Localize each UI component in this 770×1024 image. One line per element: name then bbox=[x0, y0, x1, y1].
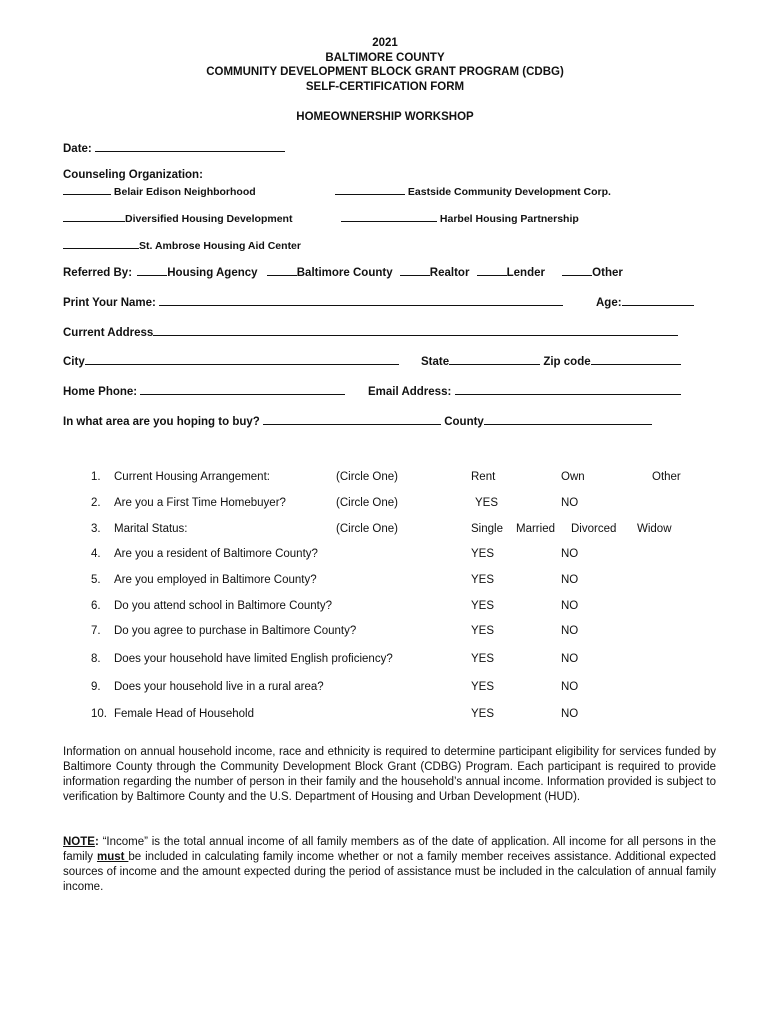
question-number: 2. bbox=[91, 497, 101, 509]
circle-one-label: (Circle One) bbox=[336, 523, 398, 535]
name-input-line[interactable] bbox=[159, 294, 563, 306]
answer-option[interactable]: Rent bbox=[471, 471, 496, 483]
city-label: City bbox=[63, 356, 85, 368]
referral-checkline[interactable] bbox=[267, 264, 297, 276]
address-input-line[interactable] bbox=[153, 324, 678, 336]
org-checkline[interactable] bbox=[63, 210, 125, 222]
referral-option: Baltimore County bbox=[296, 267, 393, 279]
name-label: Print Your Name: bbox=[63, 297, 156, 309]
org-label: Harbel Housing Partnership bbox=[439, 213, 579, 225]
org-label: St. Ambrose Housing Aid Center bbox=[139, 240, 301, 252]
org-label: Belair Edison Neighborhood bbox=[113, 186, 256, 198]
answer-option[interactable]: Single bbox=[471, 523, 503, 535]
date-input-line[interactable] bbox=[95, 140, 285, 152]
note-text-part1: “Income” is the total annual income of all family members as of the date of application. All income for all persons in the family bbox=[63, 836, 716, 863]
state-input-line[interactable] bbox=[449, 353, 540, 365]
referred-label: Referred By: bbox=[63, 267, 133, 279]
state-row bbox=[421, 353, 681, 368]
answer-option[interactable]: NO bbox=[561, 497, 579, 509]
question-number: 4. bbox=[91, 548, 101, 560]
org-option bbox=[63, 237, 301, 252]
answer-option[interactable]: NO bbox=[561, 625, 579, 637]
program-title: COMMUNITY DEVELOPMENT BLOCK GRANT PROGRAM (CDBG) bbox=[206, 66, 564, 78]
org-option bbox=[63, 183, 256, 198]
phone-row bbox=[63, 383, 345, 398]
org-label: Diversified Housing Development bbox=[125, 213, 293, 225]
answer-option[interactable]: Other bbox=[652, 471, 681, 483]
age-row bbox=[596, 294, 694, 309]
form-year: 2021 bbox=[372, 37, 398, 49]
note-must: must bbox=[96, 851, 129, 863]
question-number: 5. bbox=[91, 574, 101, 586]
answer-option[interactable]: YES bbox=[471, 653, 495, 665]
referral-option: Realtor bbox=[429, 267, 470, 279]
state-label: State bbox=[421, 356, 450, 368]
phone-label: Home Phone: bbox=[63, 386, 138, 398]
answer-option[interactable]: Divorced bbox=[571, 523, 617, 535]
question-number: 6. bbox=[91, 600, 101, 612]
org-option bbox=[63, 210, 292, 225]
org-label: Eastside Community Development Corp. bbox=[407, 186, 611, 198]
counseling-label: Counseling Organization: bbox=[63, 169, 203, 181]
question-text: Are you a First Time Homebuyer? bbox=[114, 497, 286, 509]
referral-checkline[interactable] bbox=[562, 264, 592, 276]
question-text: Current Housing Arrangement: bbox=[114, 471, 270, 483]
org-checkline[interactable] bbox=[341, 210, 437, 222]
answer-option[interactable]: YES bbox=[471, 625, 495, 637]
date-row bbox=[63, 140, 285, 155]
question-text: Do you attend school in Baltimore County? bbox=[114, 600, 332, 612]
address-label: Current Address bbox=[63, 327, 154, 339]
question-text: Marital Status: bbox=[114, 523, 188, 535]
age-input-line[interactable] bbox=[622, 294, 694, 306]
circle-one-label: (Circle One) bbox=[336, 471, 398, 483]
answer-option[interactable]: NO bbox=[561, 681, 579, 693]
answer-option[interactable]: Widow bbox=[637, 523, 672, 535]
answer-option[interactable]: YES bbox=[471, 708, 495, 720]
note-paragraph bbox=[63, 835, 716, 895]
referral-option: Housing Agency bbox=[167, 267, 258, 279]
answer-option[interactable]: NO bbox=[561, 574, 579, 586]
zip-input-line[interactable] bbox=[591, 353, 681, 365]
area-row bbox=[63, 413, 652, 428]
answer-option[interactable]: YES bbox=[471, 681, 495, 693]
question-text: Does your household have limited English proficiency? bbox=[114, 653, 393, 665]
org-option bbox=[335, 183, 611, 198]
note-label: NOTE bbox=[63, 836, 95, 848]
email-label: Email Address: bbox=[368, 386, 452, 398]
county-input-line[interactable] bbox=[484, 413, 652, 425]
answer-option[interactable]: YES bbox=[475, 497, 499, 509]
question-number: 7. bbox=[91, 625, 101, 637]
question-text: Do you agree to purchase in Baltimore County? bbox=[114, 625, 357, 637]
city-row bbox=[63, 353, 399, 368]
answer-option[interactable]: NO bbox=[561, 708, 579, 720]
org-checkline[interactable] bbox=[63, 183, 111, 195]
note-colon: : bbox=[94, 836, 99, 848]
county-title: BALTIMORE COUNTY bbox=[325, 52, 445, 64]
org-checkline[interactable] bbox=[63, 237, 139, 249]
question-text: Are you employed in Baltimore County? bbox=[114, 574, 317, 586]
workshop-title: HOMEOWNERSHIP WORKSHOP bbox=[296, 111, 474, 123]
question-number: 9. bbox=[91, 681, 101, 693]
answer-option[interactable]: NO bbox=[561, 548, 579, 560]
org-checkline[interactable] bbox=[335, 183, 405, 195]
age-label: Age: bbox=[596, 297, 622, 309]
question-text: Does your household live in a rural area? bbox=[114, 681, 324, 693]
info-paragraph: Information on annual household income, race and ethnicity is required to determine participant eligibility for services funded by Baltimore County through the Community Development Block Grant (CDBG) Program. Each participant is required to provide information regarding the number of person in their family and the household’s annual income. Information provided is subject to verification by Baltimore County and the U.S. Department of Housing and Urban Development (HUD). bbox=[63, 746, 716, 803]
form-title: SELF-CERTIFICATION FORM bbox=[305, 81, 465, 93]
answer-option[interactable]: NO bbox=[561, 600, 579, 612]
question-number: 10. bbox=[91, 708, 107, 720]
name-row bbox=[63, 294, 563, 309]
referral-checkline[interactable] bbox=[137, 264, 167, 276]
question-text: Are you a resident of Baltimore County? bbox=[114, 548, 318, 560]
area-input-line[interactable] bbox=[263, 413, 441, 425]
question-text: Female Head of Household bbox=[114, 708, 254, 720]
note-text-part2: be included in calculating family income whether or not a family member receives assistance. Additional expected sources of income and the amount expected during the period of assistance must be included in the calculation of annual family income. bbox=[63, 851, 717, 893]
zip-label: Zip code bbox=[543, 356, 591, 368]
referred-row bbox=[63, 264, 623, 279]
question-number: 8. bbox=[91, 653, 101, 665]
answer-option[interactable]: Own bbox=[561, 471, 585, 483]
email-row bbox=[368, 383, 681, 398]
answer-option[interactable]: YES bbox=[471, 574, 495, 586]
answer-option[interactable]: Married bbox=[516, 523, 555, 535]
question-number: 1. bbox=[91, 471, 101, 483]
question-number: 3. bbox=[91, 523, 101, 535]
phone-input-line[interactable] bbox=[140, 383, 345, 395]
city-input-line[interactable] bbox=[85, 353, 399, 365]
county-label: County bbox=[444, 416, 484, 428]
answer-option[interactable]: YES bbox=[471, 548, 495, 560]
referral-option: Other bbox=[592, 267, 623, 279]
address-row bbox=[63, 324, 678, 339]
circle-one-label: (Circle One) bbox=[336, 497, 398, 509]
org-option bbox=[341, 210, 579, 225]
area-label: In what area are you hoping to buy? bbox=[63, 416, 260, 428]
email-input-line[interactable] bbox=[455, 383, 681, 395]
referral-checkline[interactable] bbox=[400, 264, 430, 276]
answer-option[interactable]: YES bbox=[471, 600, 495, 612]
referral-checkline[interactable] bbox=[477, 264, 507, 276]
date-label: Date: bbox=[63, 143, 92, 155]
referral-option: Lender bbox=[506, 267, 545, 279]
answer-option[interactable]: NO bbox=[561, 653, 579, 665]
